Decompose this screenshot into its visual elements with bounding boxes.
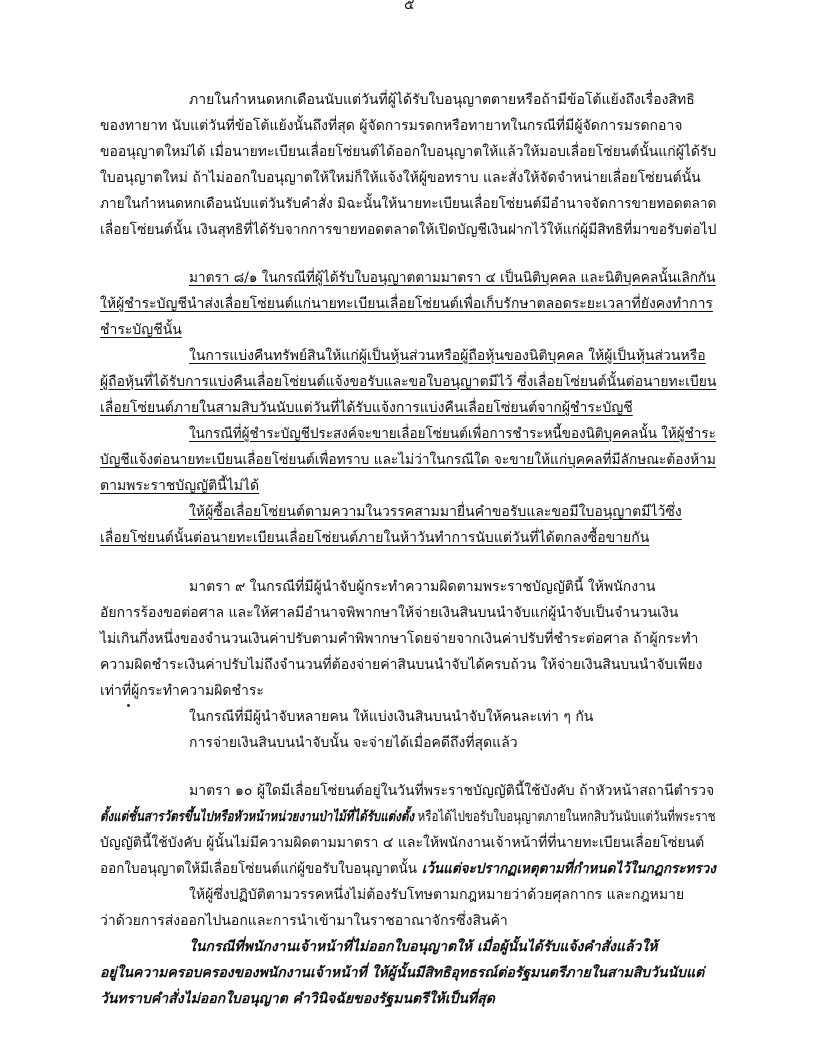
sec10-line-2 — [100, 808, 716, 826]
sec10-line-8: อยู่ในความครอบครองของพนักงานเจ้าหน้าที่ ให้ผู้นั้นมีสิทธิอุทธรณ์ต่อรัฐมนตรีภายในสามสิบวันนับแต่ — [100, 965, 705, 981]
sec10-line-9: วันทราบคำสั่งไม่ออกใบอนุญาต คำวินิจฉัยของรัฐมนตรีให้เป็นที่สุด — [100, 991, 495, 1007]
sec81-line-8: บัญชีแจ้งต่อนายทะเบียนเลื่อยโซ่ยนต์เพื่อทราบ และไม่ว่าในกรณีใด จะขายให้แก่บุคคลที่มีลักษณะต้องห้าม — [100, 452, 716, 468]
sec10-line-2-italic: ตั้งแต่ชั้นสารวัตรขึ้นไปหรือหัวหน้าหน่วยงานป่าไม้ที่ได้รับแต่งตั้ง — [100, 809, 415, 825]
sec9-line-2: อัยการร้องขอต่อศาล และให้ศาลมีอำนาจพิพากษาให้จ่ายเงินสินบนนำจับแก่ผู้นำจับเป็นจำนวนเงิน — [100, 605, 679, 621]
para1-line-3: ขออนุญาตใหม่ได้ เมื่อนายทะเบียนเลื่อยโซ่ยนต์ได้ออกใบอนุญาตให้แล้วให้มอบเลื่อยโซ่ยนต์นั้นแก่ผู้ได้รับ — [100, 144, 717, 160]
sec10-line-4 — [100, 860, 716, 878]
sec10-line-1: มาตรา ๑๐ ผู้ใดมีเลื่อยโซ่ยนต์อยู่ในวันที่พระราชบัญญัตินี้ใช้บังคับ ถ้าหัวหน้าสถานีตำรวจ — [189, 783, 715, 799]
sec81-line-7: ในกรณีที่ผู้ชำระบัญชีประสงค์จะขายเลื่อยโซ่ยนต์เพื่อการชำระหนี้ของนิติบุคคลนั้น ให้ผู้ชำระ — [189, 426, 716, 442]
sec10-line-7: ในกรณีที่พนักงานเจ้าหน้าที่ไม่ออกใบอนุญาตให้ เมื่อผู้นั้นได้รับแจ้งคำสั่งแล้วให้ — [189, 939, 658, 955]
sec81-line-10: ให้ผู้ซื้อเลื่อยโซ่ยนต์ตามความในวรรคสามมายื่นคำขอรับและขอมีใบอนุญาตมีไว้ซึ่ง — [189, 504, 682, 520]
sec81-line-1: มาตรา ๘/๑ ในกรณีที่ผู้ได้รับใบอนุญาตตามมาตรา ๔ เป็นนิติบุคคล และนิติบุคคลนั้นเลิกกัน — [189, 270, 716, 286]
sec81-line-9: ตามพระราชบัญญัตินี้ไม่ได้ — [100, 478, 260, 494]
sec9-line-4: ความผิดชำระเงินค่าปรับไม่ถึงจำนวนที่ต้องจ่ายค่าสินบนนำจับได้ครบถ้วน ให้จ่ายเงินสินบนนำจับเพียง — [100, 657, 703, 673]
sec9-line-6: ในกรณีที่มีผู้นำจับหลายคน ให้แบ่งเงินสินบนนำจับให้คนละเท่า ๆ กัน — [189, 709, 594, 725]
sec81-line-4: ในการแบ่งคืนทรัพย์สินให้แก่ผู้เป็นหุ้นส่วนหรือผู้ถือหุ้นของนิติบุคคล ให้ผู้เป็นหุ้นส่วนหรือ — [189, 348, 706, 364]
sec10-line-3: บัญญัตินี้ใช้บังคับ ผู้นั้นไม่มีความผิดตามมาตรา ๔ และให้พนักงานเจ้าหน้าที่ที่นายทะเบียนเลื่อยโซ่ยนต์ — [100, 835, 705, 851]
sec9-line-5: เท่าที่ผู้กระทำความผิดชำระ — [100, 683, 264, 699]
para1-line-4: ใบอนุญาตใหม่ ถ้าไม่ออกใบอนุญาตให้ใหม่ก็ให้แจ้งให้ผู้ขอทราบ และสั่งให้จัดจำหน่ายเลื่อยโซ่ยนต์นั้น — [100, 170, 701, 186]
page-number: ๕ — [404, 0, 415, 13]
sec81-line-3: ชำระบัญชีนั้น — [100, 322, 182, 338]
sec10-line-2-rest: หรือได้ไปขอรับใบอนุญาตภายในหกสิบวันนับแต่วันที่พระราช — [414, 809, 716, 825]
para1-line-6: เลื่อยโซ่ยนต์นั้น เงินสุทธิที่ได้รับจากการขายทอดตลาดให้เปิดบัญชีเงินฝากไว้ให้แก่ผู้มีสิทธิที่มาขอรับต่อไป — [100, 222, 717, 238]
sec9-line-1: มาตรา ๙ ในกรณีที่มีผู้นำจับผู้กระทำความผิดตามพระราชบัญญัตินี้ ให้พนักงาน — [189, 579, 656, 595]
sec81-line-2: ให้ผู้ชำระบัญชีนำส่งเลื่อยโซ่ยนต์แก่นายทะเบียนเลื่อยโซ่ยนต์เพื่อเก็บรักษาตลอดระยะเวลาที่ยังคงทำการ — [100, 296, 713, 312]
para1-line-5: ภายในกำหนดหกเดือนนับแต่วันรับคำสั่ง มิฉะนั้นให้นายทะเบียนเลื่อยโซ่ยนต์มีอำนาจจัดการขายทอดตลาด — [100, 196, 717, 212]
sec9-line-3: ไม่เกินกึ่งหนึ่งของจำนวนเงินค่าปรับตามคำพิพากษาโดยจ่ายจากเงินค่าปรับที่ชำระต่อศาล ถ้าผู้กระทำ — [100, 631, 699, 647]
para1-line-2: ของทายาท นับแต่วันที่ข้อโต้แย้งนั้นถึงที่สุด ผู้จัดการมรดกหรือทายาทในกรณีที่มีผู้จัดการมรดกอาจ — [100, 118, 683, 134]
sec81-line-5: ผู้ถือหุ้นที่ได้รับการแบ่งคืนเลื่อยโซ่ยนต์แจ้งขอรับและขอใบอนุญาตมีไว้ ซึ่งเลื่อยโซ่ยนต์นั้นต่อนายทะเบียน — [100, 374, 717, 390]
sec10-line-5: ให้ผู้ซึ่งปฏิบัติตามวรรคหนึ่งไม่ต้องรับโทษตามกฎหมายว่าด้วยศุลกากร และกฎหมาย — [189, 887, 685, 903]
sec81-line-11: เลื่อยโซ่ยนต์นั้นต่อนายทะเบียนเลื่อยโซ่ยนต์ภายในห้าวันทำการนับแต่วันที่ได้ตกลงซื้อขายกัน — [100, 530, 650, 546]
para1-line-1: ภายในกำหนดหกเดือนนับแต่วันที่ผู้ได้รับใบอนุญาตตายหรือถ้ามีข้อโต้แย้งถึงเรื่องสิทธิ — [189, 92, 695, 108]
sec81-line-6: เลื่อยโซ่ยนต์ภายในสามสิบวันนับแต่วันที่ได้รับแจ้งการแบ่งคืนเลื่อยโซ่ยนต์จากผู้ชำระบัญชี — [100, 400, 633, 416]
sec10-line-4-italic: เว้นแต่จะปรากฏเหตุตามที่กำหนดไว้ในกฎกระทรวง — [417, 861, 716, 877]
sec9-line-7: การจ่ายเงินสินบนนำจับนั้น จะจ่ายได้เมื่อคดีถึงที่สุดแล้ว — [189, 735, 518, 751]
sec10-line-6: ว่าด้วยการส่งออกไปนอกและการนำเข้ามาในราชอาณาจักรซึ่งสินค้า — [100, 913, 508, 929]
scan-speck — [127, 704, 130, 707]
sec10-line-4-start: ออกใบอนุญาตให้มีเลื่อยโซ่ยนต์แก่ผู้ขอรับใบอนุญาตนั้น — [100, 861, 418, 877]
